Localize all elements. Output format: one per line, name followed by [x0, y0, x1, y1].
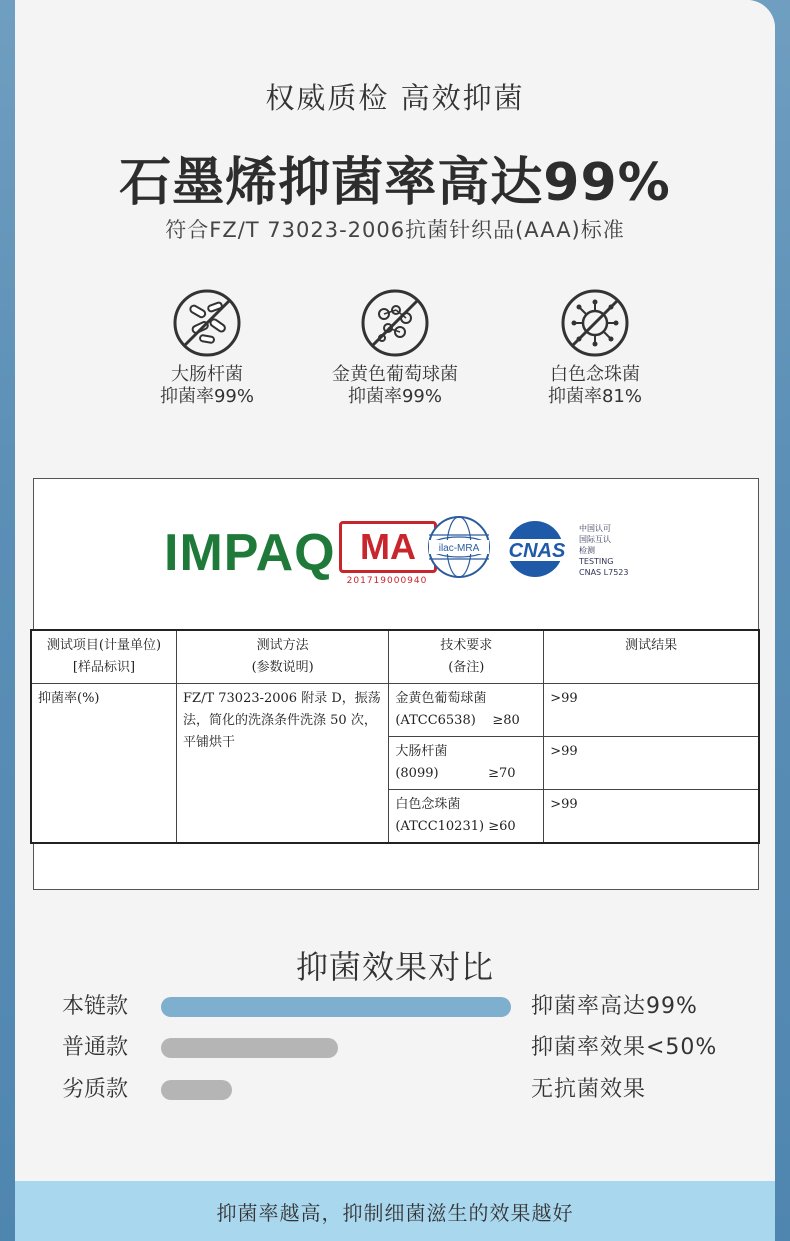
- comparison-label: 劣质款: [62, 1077, 129, 1102]
- table-header-cell: 测试结果: [544, 630, 759, 684]
- table-header-row: [31, 630, 759, 684]
- standard-subline: 符合FZ/T 73023-2006抗菌针织品(AAA)标准: [165, 218, 625, 242]
- comparison-result: 无抗菌效果: [531, 1077, 647, 1102]
- staph-bacteria-icon: [360, 288, 430, 358]
- requirement-cell: 大肠杆菌 (8099) ≥70: [389, 737, 544, 790]
- comparison-row: [0, 985, 790, 1025]
- rod-bacteria-icon: [172, 288, 242, 358]
- ilac-mra-logo: [427, 515, 491, 579]
- comparison-label: 普通款: [62, 1035, 129, 1060]
- bacteria-item-candida: [495, 288, 695, 408]
- bacteria-rate: 抑菌率81%: [547, 386, 642, 407]
- result-cell: >99: [544, 790, 759, 844]
- cma-number: 201719000940: [346, 576, 428, 586]
- footer-banner: [15, 1181, 775, 1241]
- cma-mark: MA: [339, 521, 437, 573]
- comparison-bar: [161, 1080, 232, 1100]
- comparison-label: 本链款: [62, 994, 129, 1019]
- comparison-result: 抑菌率高达99%: [531, 994, 698, 1019]
- comparison-row: [0, 1068, 790, 1108]
- table-row: [31, 684, 759, 737]
- bacteria-item-staph: [295, 288, 495, 408]
- result-cell: >99: [544, 737, 759, 790]
- bacteria-name: 金黄色葡萄球菌: [332, 364, 458, 385]
- bacteria-rate: 抑菌率99%: [347, 386, 442, 407]
- table-header-cell: 测试项目(计量单位) [样品标识]: [31, 630, 177, 684]
- cma-logo: [339, 521, 435, 586]
- cnas-caption-line: 国际互认: [579, 535, 611, 544]
- footer-text: 抑菌率越高，抑制细菌滋生的效果越好: [216, 1201, 574, 1225]
- test-method-cell: FZ/T 73023-2006 附录 D，振荡法，简化的洗涤条件洗涤 50 次，平铺烘干: [177, 684, 389, 844]
- test-item-cell: 抑菌率(%): [31, 684, 177, 844]
- cnas-caption-line: CNAS L7523: [579, 568, 629, 577]
- headline: 石墨烯抑菌率高达99%: [119, 153, 671, 213]
- comparison-title: 抑菌效果对比: [295, 948, 494, 986]
- result-cell: >99: [544, 684, 759, 737]
- cnas-logo: [499, 519, 575, 579]
- cnas-caption-line: TESTING: [579, 557, 614, 566]
- cnas-caption-line: 检测: [579, 546, 595, 555]
- bacteria-name: 白色念珠菌: [550, 364, 640, 385]
- table-header-cell: 技术要求 (备注): [389, 630, 544, 684]
- bacteria-rate: 抑菌率99%: [159, 386, 254, 407]
- ilac-text: ilac-MRA: [438, 543, 480, 554]
- test-result-table: [30, 629, 760, 844]
- tagline: 权威质检 高效抑菌: [265, 81, 525, 115]
- virus-icon: [560, 288, 630, 358]
- requirement-cell: 白色念珠菌 (ATCC10231) ≥60: [389, 790, 544, 844]
- bacteria-item-ecoli: [107, 288, 307, 408]
- cnas-caption: [579, 523, 628, 578]
- comparison-bar: [161, 1038, 338, 1058]
- bacteria-name: 大肠杆菌: [171, 364, 243, 385]
- table-header-cell: 测试方法 (参数说明): [177, 630, 389, 684]
- comparison-bar: [161, 997, 511, 1017]
- impaq-logo: IMPAQ: [164, 524, 336, 582]
- cnas-caption-line: 中国认可: [579, 524, 611, 533]
- cnas-text: CNAS: [508, 540, 566, 562]
- comparison-result: 抑菌率效果<50%: [531, 1035, 718, 1060]
- certification-logos: [34, 509, 758, 599]
- comparison-row: [0, 1026, 790, 1066]
- requirement-cell: 金黄色葡萄球菌 (ATCC6538) ≥80: [389, 684, 544, 737]
